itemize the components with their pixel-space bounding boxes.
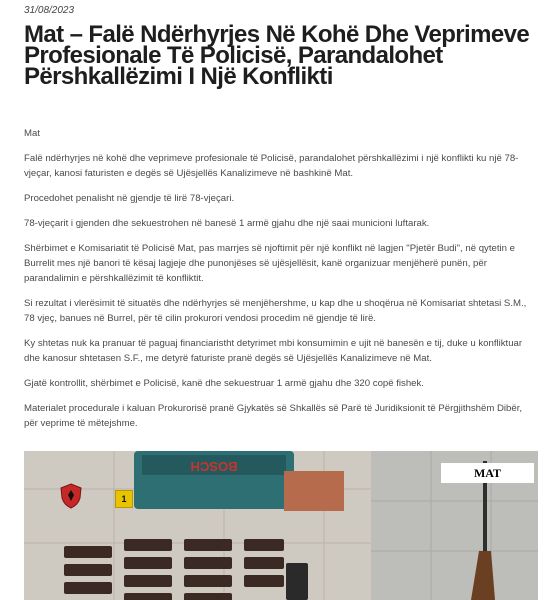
article-paragraph: Falë ndërhyrjes në kohë dhe veprimeve profesionale të Policisë, parandalohet përshkallëzimi i një konflikti ku një 78-vjeçar, kanosi faturisten e degës së Ujësjellës Kanalizimeve në bashkinë Mat. [24,153,519,179]
evidence-marker: 1 [115,490,133,508]
location-label: MAT [441,463,534,483]
case-brand-text: BOSCH [190,459,238,474]
article-paragraph: Procedohet penalisht në gjendje të lirë 78-vjeçari. [24,193,235,204]
article-paragraph: Si rezultat i vlerësimit të situatës dhe ndërhyrjes së menjëhershme, u kap dhe u shoqërua në Komisariat shtetasi S.M., 78 vjeç, banues në Burrel, për të cilin prokurori vendosi procedim në gjendje të lirë. [24,298,527,324]
evidence-photo [24,451,538,600]
magazine [286,563,308,600]
article-paragraph: Gjatë kontrollit, shërbimet e Policisë, kanë dhe sekuestruar 1 armë gjahu dhe 320 copë fishek. [24,378,424,389]
article-date: 31/08/2023 [24,5,75,16]
seized-items-photo [24,451,371,600]
article-paragraph: Materialet procedurale i kaluan Prokurorisë pranë Gjykatës së Shkallës së Parë të Juridiksionit të Përgjithshëm Dibër, për veprime të mëtejshme. [24,403,523,429]
article-paragraph: 78-vjeçarit i gjenden dhe sekuestrohen në banesë 1 armë gjahu dhe një saai municioni luftarak. [24,218,430,229]
article-paragraph: Mat [24,128,40,139]
article-paragraph: Shërbimet e Komisariatit të Policisë Mat, pas marrjes së njoftimit për një konflikt në lagjen "Pjetër Budi", në qytetin e Burrelit mes një banori të kësaj lagjeje dhe punonjëses së ujësjellësit, kanë organizuar menjëherë punën, për parandalimin e përshkallëzimit të konfliktit. [24,243,515,284]
article-paragraph: Ky shtetas nuk ka pranuar të paguaj financiaristht detyrimet mbi konsumimin e ujit në banesën e tij, duke u konfliktuar dhe kanosur shtetasen S.F., me detyrë faturiste pranë degës së Ujësjellës Kanalizimeve në Mat. [24,338,523,364]
rifle-photo [371,451,538,600]
article-body [24,126,534,441]
article-title: Mat – Falë Ndërhyrjes Në Kohë Dhe Veprimeve Profesionale Të Policisë, Parandalohet Përshkallëzimi I Një Konflikti [24,21,530,90]
police-badge-icon [60,483,82,509]
seized-items-illustration [24,451,371,600]
